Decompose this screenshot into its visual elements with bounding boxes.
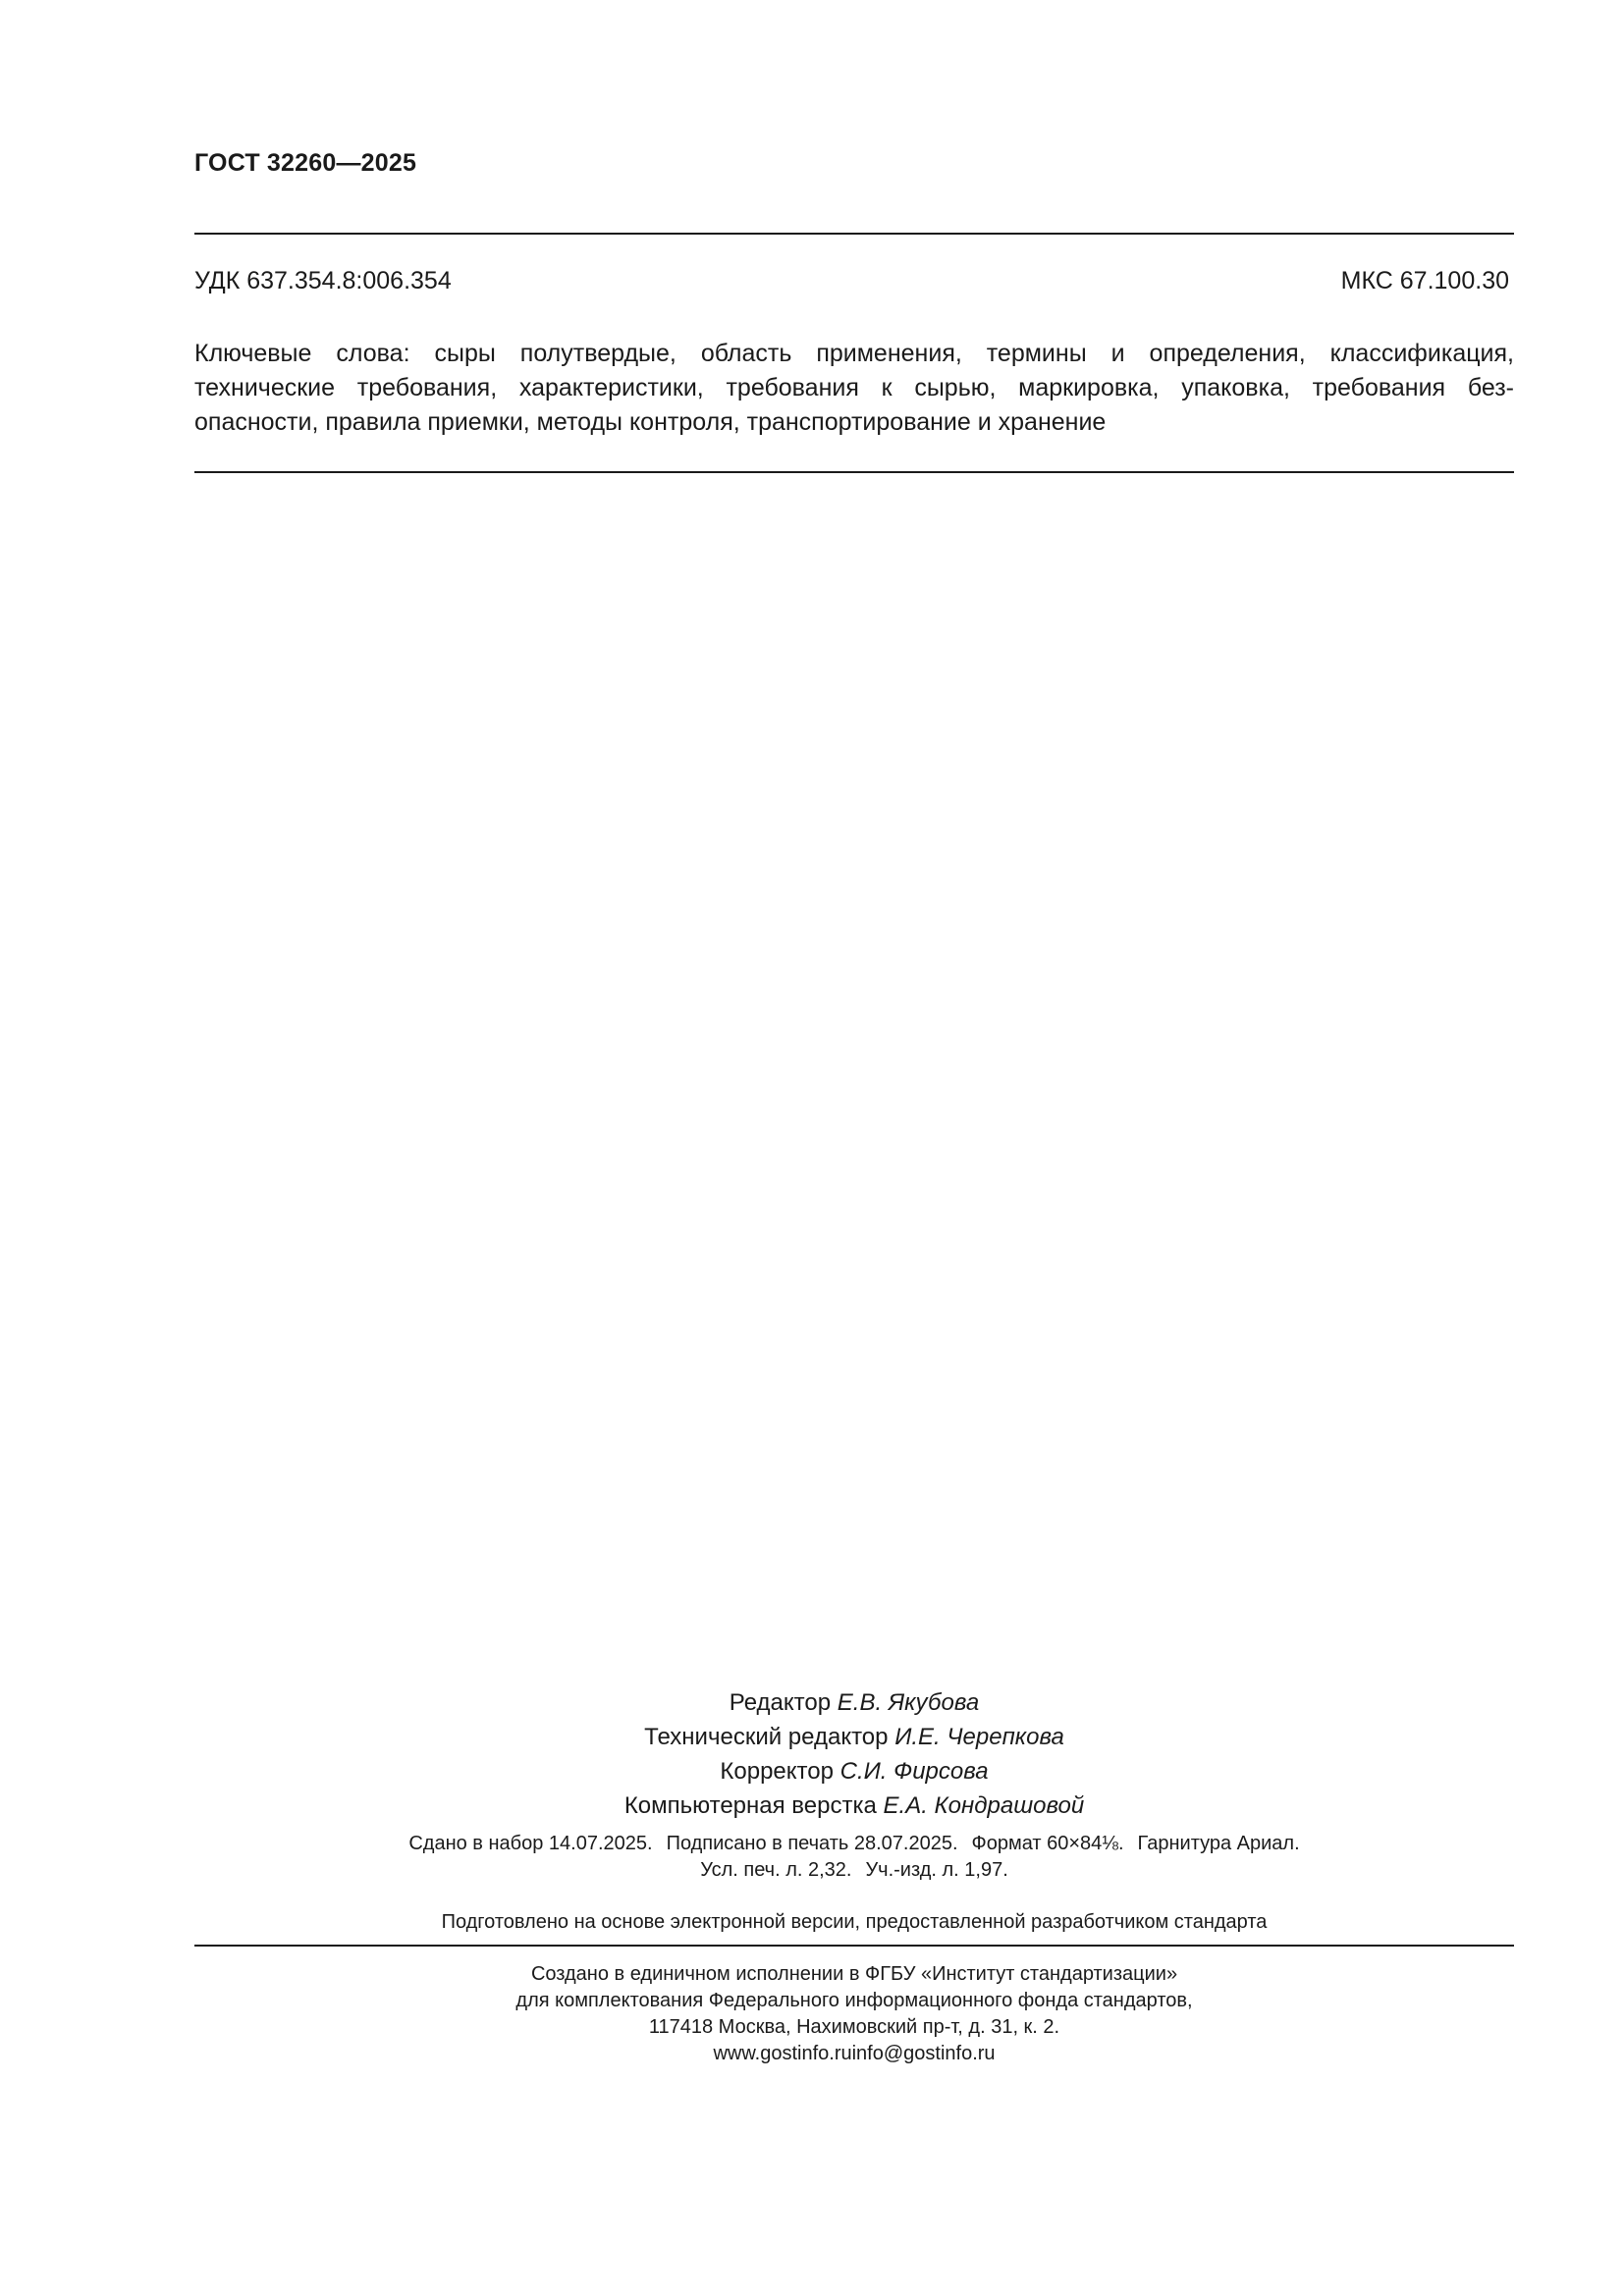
keywords-block	[194, 337, 1514, 440]
typeface: Гарнитура Ариал.	[1137, 1833, 1300, 1854]
top-divider	[194, 233, 1514, 235]
paper-format: Формат 60×84⅛.	[971, 1833, 1124, 1854]
creator-line: Создано в единичном исполнении в ФГБУ «Институт стандартизации»	[530, 1963, 1178, 1985]
keywords-line: технические требования, характеристики, требования к сырью, маркировка, упаковка, требования без-	[194, 374, 1514, 401]
credit-person: С.И. Фирсова	[839, 1758, 989, 1785]
credit-role: Редактор	[729, 1689, 832, 1716]
prepared-note: Подготовлено на основе электронной версии, предоставленной разработчиком стандарта	[441, 1911, 1268, 1933]
submitted-date: Сдано в набор 14.07.2025.	[408, 1833, 653, 1854]
creator-line: 117418 Москва, Нахимовский пр-т, д. 31, к. 2.	[648, 2016, 1060, 2038]
publication-info	[194, 1831, 1514, 1884]
credit-person: Е.А. Кондрашовой	[883, 1792, 1085, 1819]
publication-line	[194, 1831, 1514, 1857]
credit-person: И.Е. Черепкова	[894, 1724, 1064, 1750]
creator-contacts	[194, 2041, 1514, 2067]
edition-sheets: Уч.-изд. л. 1,97.	[865, 1859, 1008, 1881]
footer-divider	[194, 1945, 1514, 1947]
keywords-line: Ключевые слова: сыры полутвердые, область применения, термины и определения, классификация,	[194, 340, 1514, 367]
creator-info	[194, 1961, 1514, 2067]
credit-role: Технический редактор	[644, 1724, 889, 1750]
keywords-divider	[194, 471, 1514, 473]
print-sheets: Усл. печ. л. 2,32.	[700, 1859, 852, 1881]
mks-code: МКС 67.100.30	[1340, 267, 1509, 294]
udk-code: УДК 637.354.8:006.354	[194, 267, 452, 294]
credit-line	[194, 1754, 1514, 1789]
credit-line	[194, 1720, 1514, 1754]
credit-person: Е.В. Якубова	[837, 1689, 980, 1716]
credit-role: Корректор	[720, 1758, 834, 1785]
standard-number: ГОСТ 32260—2025	[194, 149, 417, 177]
website-link[interactable]: www.gostinfo.ru	[713, 2043, 852, 2064]
publication-line	[194, 1857, 1514, 1884]
credit-line	[194, 1789, 1514, 1823]
credits-block	[194, 1685, 1514, 1823]
keywords-line: опасности, правила приемки, методы контроля, транспортирование и хранение	[194, 408, 1107, 436]
creator-line: для комплектования Федерального информационного фонда стандартов,	[515, 1990, 1193, 2011]
credit-line	[194, 1685, 1514, 1720]
signed-date: Подписано в печать 28.07.2025.	[666, 1833, 958, 1854]
email-link[interactable]: info@gostinfo.ru	[851, 2043, 996, 2064]
credit-role: Компьютерная верстка	[623, 1792, 877, 1819]
